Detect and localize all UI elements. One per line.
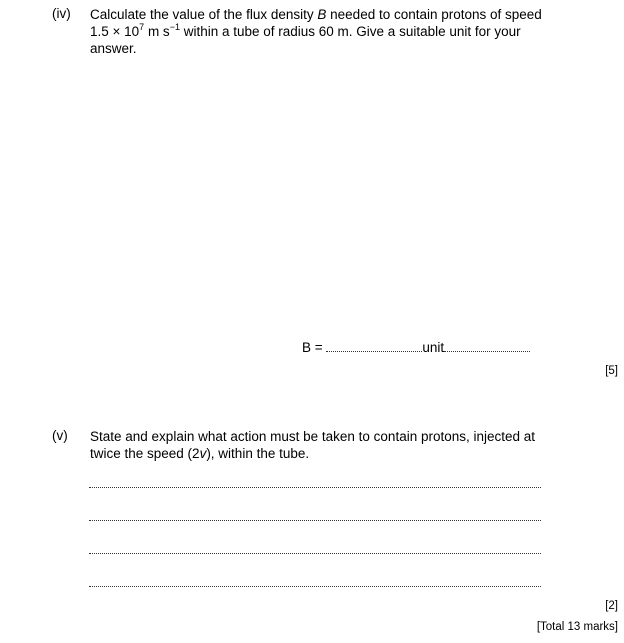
b-answer-field[interactable]: [326, 350, 422, 352]
answer-line-3[interactable]: [89, 553, 541, 554]
answer-label: B =: [302, 340, 323, 355]
question-number-iv: (iv): [52, 6, 71, 21]
q4-line3: answer.: [90, 41, 137, 56]
answer-line-1[interactable]: [89, 487, 541, 488]
question-text-v: [90, 428, 590, 462]
marks-v: [2]: [605, 600, 618, 612]
v-symbol: v: [199, 446, 207, 461]
answer-line-b[interactable]: [302, 340, 530, 355]
unit-label: unit: [422, 340, 445, 355]
flux-symbol: B: [317, 7, 327, 22]
q4-line1b: needed to contain protons of speed: [326, 7, 542, 22]
q4-line1: Calculate the value of the flux density: [90, 7, 318, 22]
q4-line2b: within a tube of radius 60 m. Give a suitable unit for your: [179, 24, 521, 39]
speed-value: 1.5 × 10: [90, 24, 140, 39]
speed-unit: m s: [144, 24, 170, 39]
question-text-iv: [90, 6, 590, 57]
total-marks: [Total 13 marks]: [536, 621, 618, 633]
unit-answer-field[interactable]: [444, 350, 530, 352]
answer-line-4[interactable]: [89, 586, 541, 587]
q5-line2b: ), within the tube.: [206, 446, 310, 461]
speed-unit-exponent: −1: [169, 21, 180, 32]
question-number-v: (v): [52, 428, 68, 443]
speed-exponent: 7: [139, 21, 145, 32]
q5-line1: State and explain what action must be taken to contain protons, injected at: [90, 429, 536, 444]
answer-line-2[interactable]: [89, 520, 541, 521]
q5-line2a: twice the speed (2: [90, 446, 200, 461]
marks-iv: [5]: [605, 365, 618, 377]
